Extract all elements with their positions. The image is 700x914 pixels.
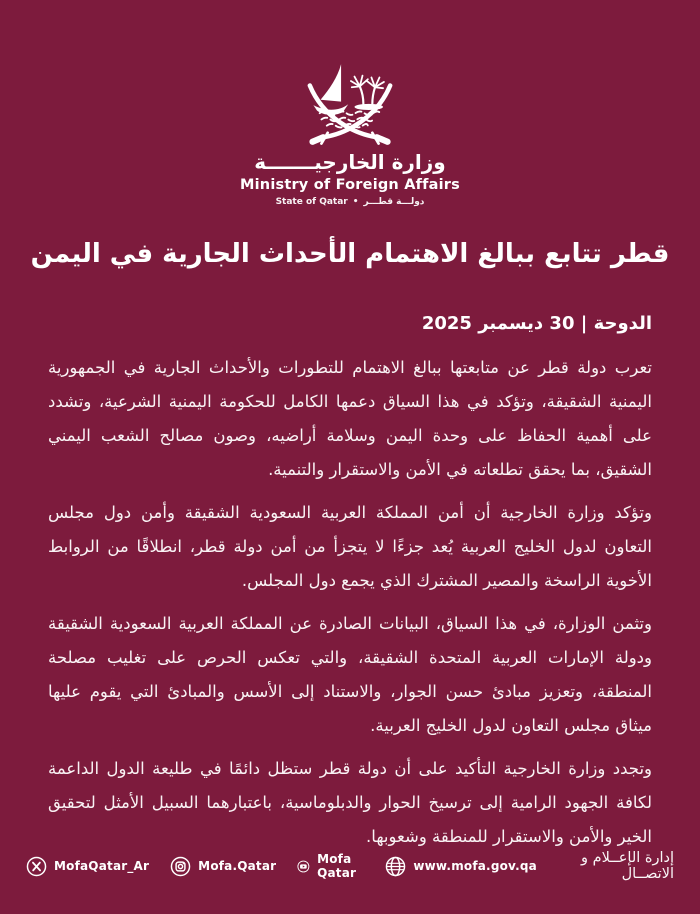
header — [0, 0, 700, 207]
state-of-qatar-line — [276, 197, 425, 207]
social-handle: Mofa Qatar — [317, 852, 357, 880]
paragraph-2: وتؤكد وزارة الخارجية أن أمن المملكة العربية السعودية الشقيقة وأمن دول مجلس التعاون لدول الخليج العربية يُعد جزءًا لا يتجزأ من أمن دولة قطر، انطلاقًا من الروابط الأخوية الراسخة والمصير المشترك الذي يجمع دول المجلس. — [48, 503, 652, 590]
social-handle: Mofa.Qatar — [198, 859, 277, 873]
department-name: إدارة الإعــلام و الاتصــال — [581, 850, 674, 882]
statement-title: قطر تتابع ببالغ الاهتمام الأحداث الجارية في اليمن — [30, 239, 670, 269]
ministry-name-english: Ministry of Foreign Affairs — [240, 177, 460, 193]
social-link-x[interactable] — [26, 856, 149, 877]
state-arabic: دولـــة قطـــر — [363, 197, 425, 207]
social-handle: www.mofa.gov.qa — [413, 859, 537, 873]
paragraph-3: وتثمن الوزارة، في هذا السياق، البيانات الصادرة عن المملكة العربية السعودية الشقيقة ودولة الإمارات العربية المتحدة الشقيقة، والتي تعكس الحرص على تغليب مصلحة المنطقة، وتعزيز مبادئ حسن الجوار، والاستناد إلى الأسس والمبادئ التي يقوم عليها ميثاق مجلس التعاون لدول الخليج العربية. — [48, 614, 652, 735]
globe-icon — [385, 856, 406, 877]
dateline: الدوحة | 30 ديسمبر 2025 — [421, 313, 652, 334]
social-link-website[interactable] — [385, 856, 537, 877]
ministry-name-arabic: وزارة الخارجيـــــــة — [254, 150, 446, 174]
social-link-youtube[interactable] — [297, 852, 364, 880]
bullet-separator: • — [352, 197, 359, 207]
footer — [0, 850, 700, 882]
paragraph-4: وتجدد وزارة الخارجية التأكيد على أن دولة قطر ستظل دائمًا في طليعة الدول الداعمة لكافة الجهود الرامية إلى ترسيخ الحوار والدبلوماسية، باعتبارهما السبيل الأمثل لتحقيق الخير والأمن والاستقرار للمنطقة وشعوبها. — [48, 759, 652, 846]
paragraph-1: تعرب دولة قطر عن متابعتها ببالغ الاهتمام للتطورات والأحداث الجارية في الجمهورية اليمنية الشقيقة، وتؤكد في هذا السياق دعمها الكامل للحكومة اليمنية الشرعية، وتشدد على أهمية الحفاظ على وحدة اليمن وسلامة أراضيه، وصون مصالح الشعب اليمني الشقيق، بما يحقق تطلعاته في الأمن والاستقرار والتنمية. — [48, 358, 652, 479]
youtube-icon — [297, 856, 310, 877]
x-icon — [26, 856, 47, 877]
qatar-emblem-icon — [286, 48, 414, 148]
state-english: State of Qatar — [275, 197, 348, 207]
social-links — [26, 852, 537, 880]
social-handle: MofaQatar_Ar — [54, 859, 150, 873]
social-link-instagram[interactable] — [170, 856, 276, 877]
statement-body — [0, 351, 700, 854]
instagram-icon — [170, 856, 191, 877]
